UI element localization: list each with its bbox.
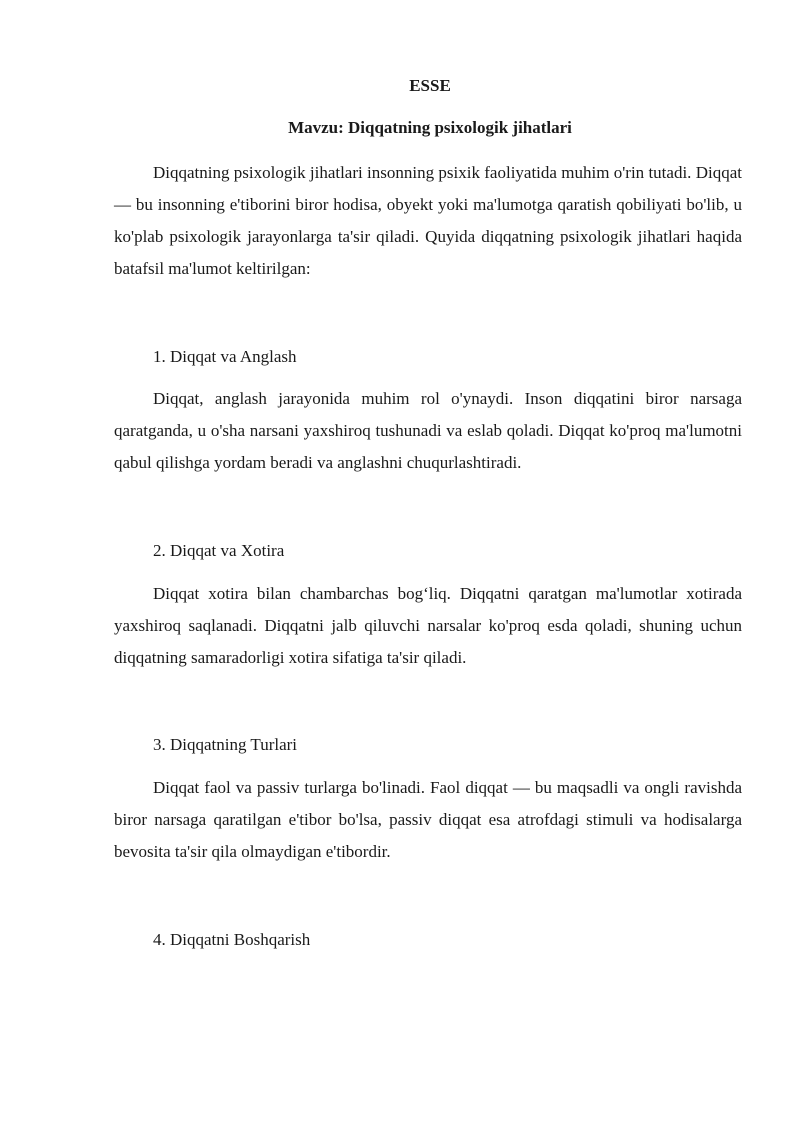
section-heading-4: 4. Diqqatni Boshqarish xyxy=(153,930,311,949)
intro-paragraph: Diqqatning psixologik jihatlari insonning psixik faoliyatida muhim o'rin tutadi. Diqqat — bu insonning e'tiborini biror hodisa, obyekt yoki ma'lumotga qaratish qobiliyati bo'lib, u ko'plab psixologik jarayonlarga ta'sir qiladi. Quyida diqqatning psixologik jihatlari haqida batafsil ma'lumot keltirilgan: xyxy=(114,163,742,278)
section-heading-2: 2. Diqqat va Xotira xyxy=(153,541,285,560)
section-heading-3: 3. Diqqatning Turlari xyxy=(153,735,298,754)
section-heading-1: 1. Diqqat va Anglash xyxy=(153,347,297,366)
section-paragraph-1: Diqqat, anglash jarayonida muhim rol o'ynaydi. Inson diqqatini biror narsaga qaratganda, u o'sha narsani yaxshiroq tushunadi va eslab qoladi. Diqqat ko'proq ma'lumotni qabul qilishga yordam beradi va anglashni chuqurlashtiradi. xyxy=(114,389,742,472)
document-title: ESSE xyxy=(409,76,451,95)
section-paragraph-2: Diqqat xotira bilan chambarchas bog‘liq. Diqqatni qaratgan ma'lumotlar xotirada yaxshiroq saqlanadi. Diqqatni jalb qiluvchi narsalar ko'proq esda qoladi, shuning uchun diqqatning samaradorligi xotira sifatiga ta'sir qiladi. xyxy=(114,584,742,667)
document-subtitle: Mavzu: Diqqatning psixologik jihatlari xyxy=(288,118,572,137)
section-paragraph-3: Diqqat faol va passiv turlarga bo'linadi. Faol diqqat — bu maqsadli va ongli ravishda biror narsaga qaratilgan e'tibor bo'lsa, passiv diqqat esa atrofdagi stimuli va hodisalarga bevosita ta'sir qila olmaydigan e'tibordir. xyxy=(114,778,742,861)
